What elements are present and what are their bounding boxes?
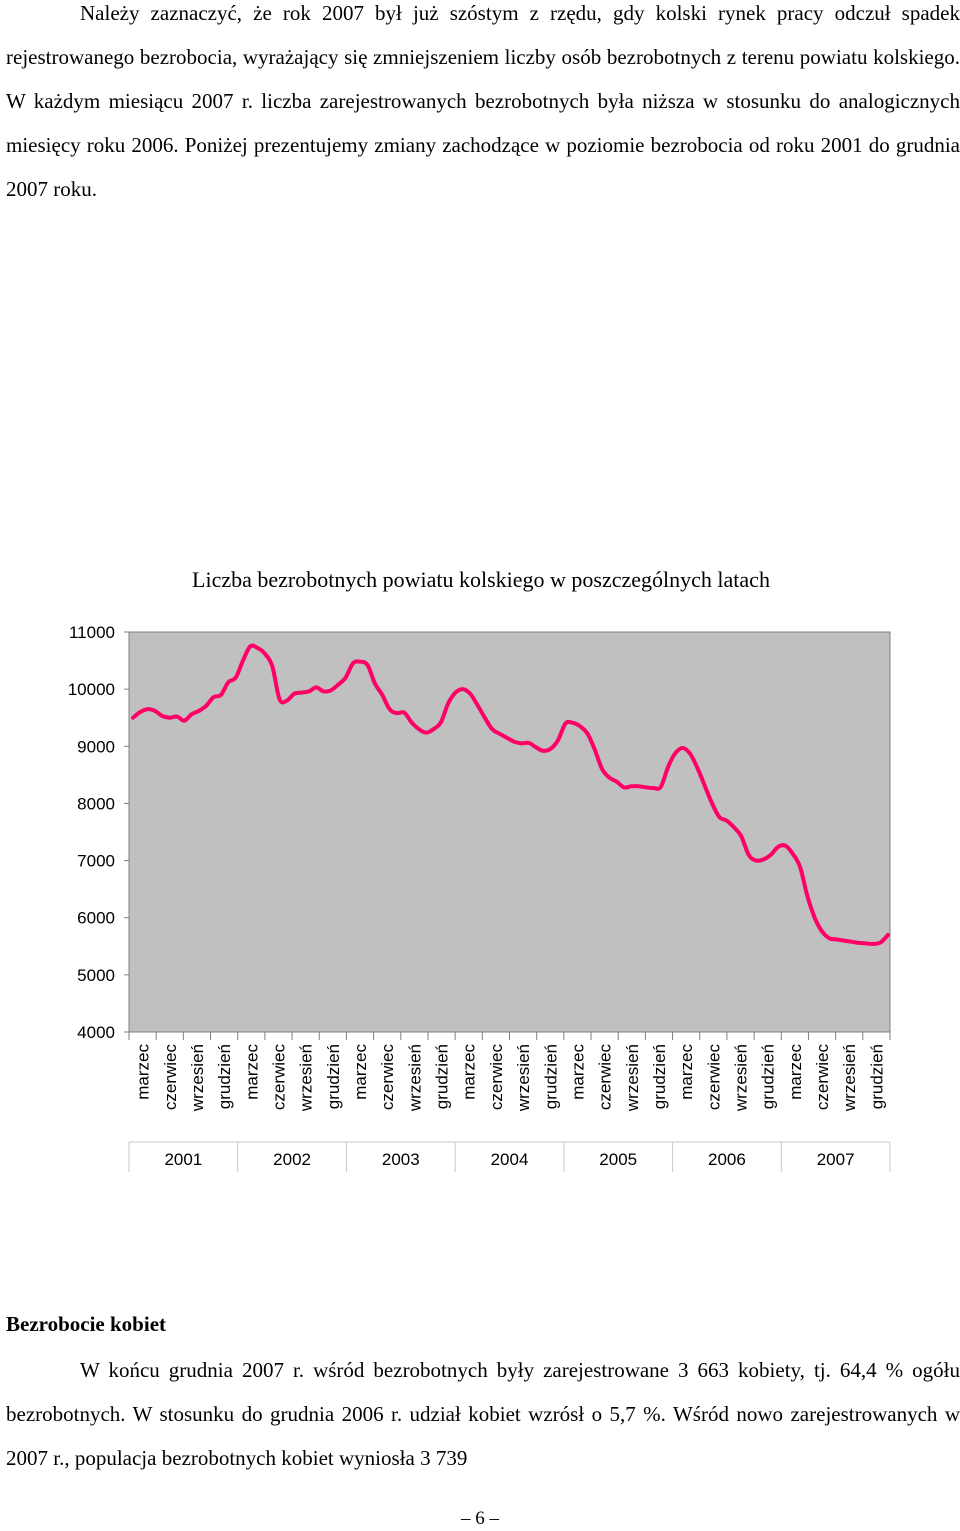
x-month-label: marzec bbox=[677, 1044, 697, 1100]
page-number: – 6 – bbox=[461, 1508, 499, 1529]
x-month-label: wrzesień bbox=[514, 1044, 534, 1112]
y-tick-label: 6000 bbox=[77, 908, 115, 928]
chart-title: Liczba bezrobotnych powiatu kolskiego w poszczególnych latach bbox=[192, 567, 770, 592]
x-month-label: grudzień bbox=[867, 1044, 887, 1110]
x-month-label: wrzesień bbox=[622, 1044, 642, 1112]
x-month-label: marzec bbox=[242, 1044, 262, 1100]
y-tick-label: 8000 bbox=[77, 794, 115, 814]
x-year-label: 2001 bbox=[164, 1150, 203, 1169]
y-tick-label: 4000 bbox=[77, 1023, 115, 1042]
x-month-label: czerwiec bbox=[704, 1044, 724, 1111]
plot-area bbox=[129, 632, 890, 1032]
x-month-label: czerwiec bbox=[378, 1044, 398, 1111]
y-tick-label: 9000 bbox=[77, 737, 115, 757]
unemployment-chart bbox=[0, 555, 960, 1185]
x-year-label: 2002 bbox=[273, 1150, 311, 1169]
y-tick-label: 5000 bbox=[77, 965, 115, 985]
x-month-label: wrzesień bbox=[187, 1044, 207, 1112]
x-month-label: grudzień bbox=[649, 1044, 669, 1110]
x-month-label: czerwiec bbox=[813, 1044, 833, 1111]
x-month-label: grudzień bbox=[323, 1044, 343, 1110]
x-month-label: wrzesień bbox=[296, 1044, 316, 1112]
x-month-label: wrzesień bbox=[405, 1044, 425, 1112]
x-month-label: wrzesień bbox=[840, 1044, 860, 1112]
x-month-label: marzec bbox=[351, 1044, 371, 1100]
x-month-label: czerwiec bbox=[269, 1044, 289, 1111]
x-month-label: grudzień bbox=[541, 1044, 561, 1110]
intro-paragraph: Należy zaznaczyć, że rok 2007 był już szóstym z rzędu, gdy kolski rynek pracy odczuł spadek rejestrowanego bezrobocia, wyrażający się zmniejszeniem liczby osób bezrobotnych z terenu powiatu kolskiego. W każdym miesiącu 2007 r. liczba zarejestrowanych bezrobotnych była niższa w stosunku do analogicznych miesięcy roku 2006. Poniżej prezentujemy zmiany zachodzące w poziomie bezrobocia od roku 2001 do grudnia 2007 roku. bbox=[6, 1, 960, 201]
y-tick-label: 11000 bbox=[68, 623, 115, 642]
y-tick-label: 10000 bbox=[67, 680, 115, 700]
x-month-label: czerwiec bbox=[160, 1044, 180, 1111]
x-month-label: marzec bbox=[459, 1044, 479, 1100]
x-year-label: 2007 bbox=[816, 1150, 855, 1169]
x-year-label: 2005 bbox=[599, 1150, 638, 1169]
x-month-label: czerwiec bbox=[486, 1044, 506, 1111]
x-axis bbox=[129, 1032, 890, 1172]
x-month-label: wrzesień bbox=[731, 1044, 751, 1112]
x-month-label: grudzień bbox=[758, 1044, 778, 1110]
x-year-label: 2003 bbox=[381, 1150, 420, 1169]
x-month-label: grudzień bbox=[215, 1044, 235, 1110]
x-month-label: marzec bbox=[785, 1044, 805, 1100]
x-month-label: czerwiec bbox=[595, 1044, 615, 1111]
x-month-label: marzec bbox=[568, 1044, 588, 1100]
y-tick-label: 7000 bbox=[77, 851, 115, 871]
women-paragraph: W końcu grudnia 2007 r. wśród bezrobotnych były zarejestrowane 3 663 kobiety, tj. 64,4 % ogółu bezrobotnych. W stosunku do grudnia 2006 r. udział kobiet wzrósł o 5,7 %. Wśród nowo zarejestrowanych w 2007 r., populacja bezrobotnych kobiet wyniosła 3 739 bbox=[6, 1358, 960, 1470]
x-year-label: 2004 bbox=[490, 1150, 529, 1169]
x-month-label: marzec bbox=[133, 1044, 153, 1100]
x-year-label: 2006 bbox=[708, 1150, 746, 1169]
y-axis bbox=[68, 623, 129, 1042]
x-month-label: grudzień bbox=[432, 1044, 452, 1110]
section-heading: Bezrobocie kobiet bbox=[6, 1312, 167, 1336]
